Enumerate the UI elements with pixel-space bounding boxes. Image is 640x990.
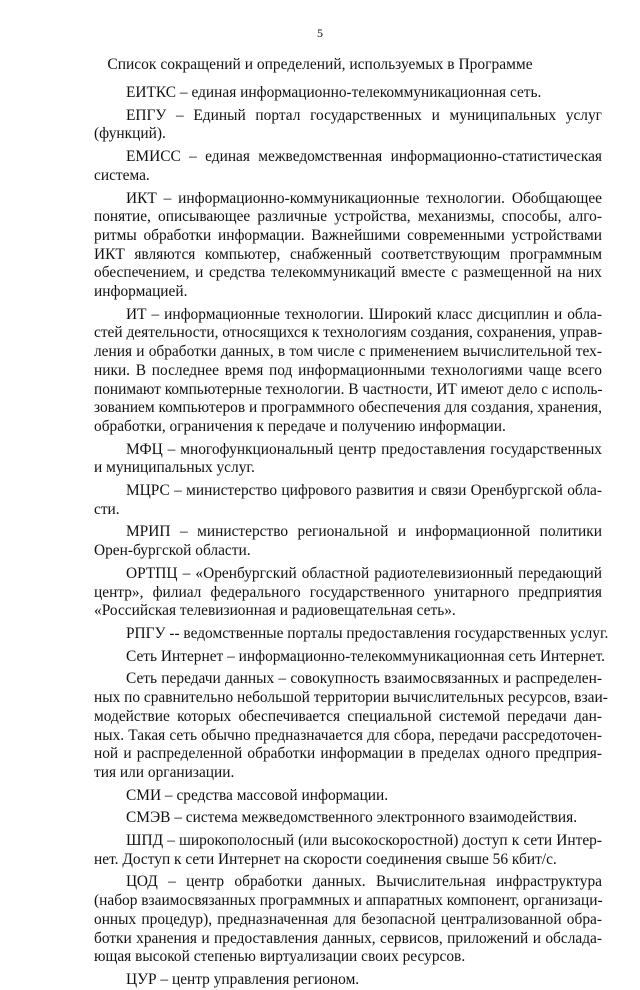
definition-line: система. [94,166,150,184]
definition-line: стей деятельности, относящихся к технологиям создания, сохранения, управ- [94,324,603,342]
definition-line: ющая высокой степенью виртуализации своих ресурсов. [94,948,466,966]
definition-line: ритмы обработки информации. Важнейшими современными устройствами [94,226,602,244]
definition-line: понимают компьютерные технологии. В частности, ИТ имеют дело с исполь- [94,380,603,398]
definition-line: ники. В последнее время под информационными технологиями чаще всего [94,361,602,379]
definition-line: ЕМИСС – единая межведомственная информационно-статистическая [126,148,602,166]
definition-line: ления и обработки данных, в том числе с применением вычислительной тех- [94,343,602,361]
definition-line: и муниципальных услуг. [94,459,255,477]
definition-line: «Российская телевизионная и радиовещательная сеть». [94,602,456,620]
definition-line: СМЭВ – система межведомственного электронного взаимодействия. [126,809,578,827]
definition-it [94,306,602,437]
definition-line: ЦУР – центр управления регионом. [126,970,360,988]
definition-mrip [94,523,602,560]
definition-line: (набор взаимосвязанных программных и аппаратных компонент, организаци- [94,892,603,910]
definition-line: сти. [94,500,120,518]
definition-line: обеспечением, и средства телекоммуникаций вместе с размещенной на них [94,264,602,282]
definition-line: информацией. [94,283,188,301]
definition-line: ЕПГУ – Единый портал государственных и муниципальных услуг [126,106,602,124]
definition-line: Орен-бургской области. [94,542,251,560]
definition-cur [94,971,602,990]
definition-eitks [94,84,602,103]
definition-line: центр», филиал федерального государственного унитарного предприятия [94,583,602,601]
page-number: 5 [317,26,323,40]
definition-emiss [94,148,602,185]
definition-line: (функций). [94,125,166,143]
definitions-list [94,84,609,990]
definition-mfc [94,441,602,478]
definition-line: зованием компьютеров и программного обеспечения для создания, хранения, [94,399,602,417]
definition-line: ных по сравнительно небольшой территории вычислительных ресурсов, взаи- [94,689,608,707]
definition-smev [94,809,602,828]
definition-internet [94,647,606,667]
definition-line: РПГУ -- ведомственные порталы предоставления государственных услуг. [126,624,609,642]
definition-ikt [94,190,602,302]
definition-line: ИКТ являются компьютер, снабженный соответствующим программным [94,245,602,263]
page-title: Список сокращений и определений, используемых в Программе [107,56,533,73]
definition-line: онных процедур), предназначенная для безопасной централизованной обра- [94,910,602,928]
definition-ortpc [94,565,602,621]
definition-line: ЕИТКС – единая информационно-телекоммуникационная сеть. [126,84,542,101]
definition-line: понятие, описывающее различные устройства, механизмы, способы, алго- [94,208,602,226]
definition-line: тия или организации. [94,763,235,781]
definition-line: СМИ – средства массовой информации. [126,786,389,804]
definition-epgu [94,107,602,144]
definition-line: модействие которых обеспечивается специальной системой передачи дан- [94,707,602,725]
definition-mcrs [94,482,602,519]
definition-line: ботки хранения и предоставления данных, сервисов, приложений и обслада- [94,929,602,947]
definition-line: ных. Такая сеть обычно предназначается для сбора, передачи рассредоточен- [94,726,602,744]
definition-line: МЦРС – министерство цифрового развития и связи Оренбургской обла- [126,482,602,500]
definition-shpd [94,832,602,869]
definition-smi [94,787,602,806]
definition-line: ОРТПЦ – «Оренбургский областной радиотелевизионный передающий [126,564,602,582]
definition-line: ИТ – информационные технологии. Широкий класс дисциплин и обла- [126,305,602,323]
definition-line: МФЦ – многофункциональный центр предоставления государственных [126,440,602,458]
definition-rpgu [94,624,609,644]
definition-line: Сеть Интернет – информационно-телекоммуникационная сеть Интернет. [126,647,606,665]
definition-line: ЦОД – центр обработки данных. Вычислительная инфраструктура [126,873,602,891]
definition-line: нет. Доступ к сети Интернет на скорости соединения свыше 56 кбит/с. [94,850,557,868]
definition-line: обработки, ограничения к передаче и получению информации. [94,417,506,435]
definition-line: ШПД – широкополосный (или высокоскоростной) доступ к сети Интер- [126,832,602,850]
definition-line: ной и распределенной обработки информации в пределах одного предприя- [94,745,602,763]
definition-line: ИКТ – информационно-коммуникационные технологии. Обобщающее [126,189,602,207]
definition-cod [94,873,602,967]
definition-line: МРИП – министерство региональной и информационной политики [126,523,602,541]
definition-network [94,670,608,782]
definition-line: Сеть передачи данных – совокупность взаимосвязанных и распределен- [126,670,602,688]
